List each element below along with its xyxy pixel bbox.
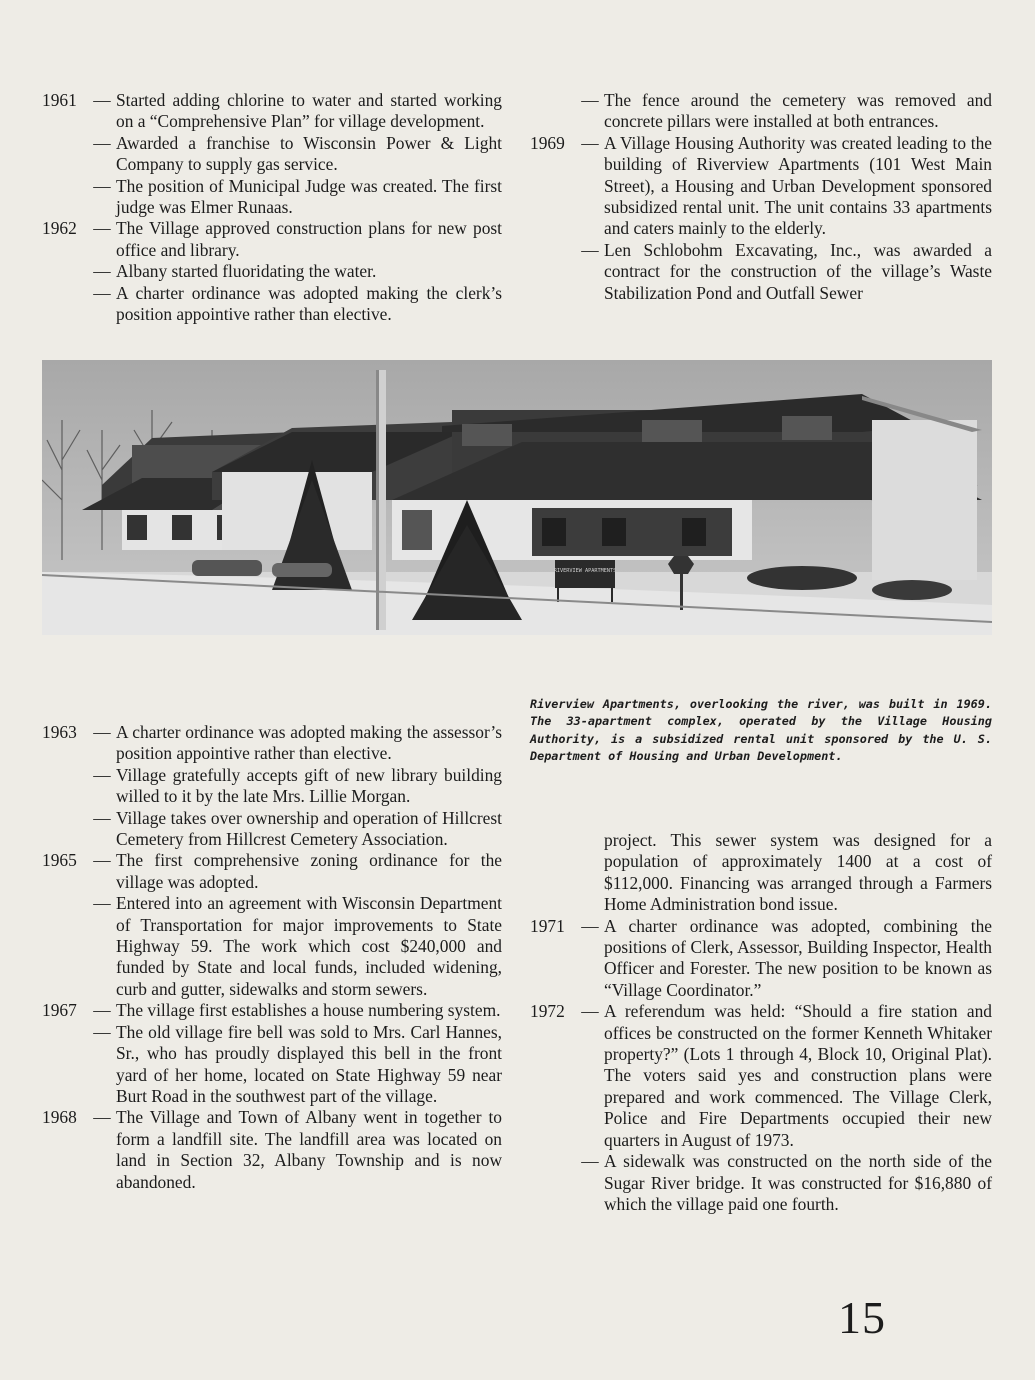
- entry-dash: —: [93, 282, 111, 303]
- entry-text: Entered into an agreement with Wisconsin Department of Transportation for major improvements to State Highway 59. The work which cost $240,000 and funded by State and local funds, included widening, curb and gutter, sidewalks and storm sewers.: [116, 893, 502, 999]
- entry-text: The Village and Town of Albany went in together to form a landfill site. The landfill area was located on land in Section 32, Albany Township and is now abandoned.: [116, 1107, 502, 1192]
- entry-text: A charter ordinance was adopted making the assessor’s position appointive rather than elective.: [116, 722, 502, 764]
- entry-year: [530, 1151, 576, 1215]
- entry-text: Awarded a franchise to Wisconsin Power & Light Company to supply gas service.: [116, 132, 502, 175]
- entry-year: [42, 261, 88, 282]
- entry-year: [42, 808, 88, 851]
- entry-dash: —: [581, 239, 599, 260]
- entry-dash: —: [93, 261, 111, 282]
- entry-year: [530, 90, 576, 133]
- entry-year: [42, 133, 88, 176]
- timeline-entry: [42, 133, 502, 176]
- photo-caption: Riverview Apartments, overlooking the river, was built in 1969. The 33-apartment complex, operated by the Village Housing Authority, is a subsidized rental unit sponsored by the U. S. Department of Housing and Urban Development.: [530, 697, 992, 763]
- riverview-apartments-photo: [42, 360, 992, 635]
- timeline-entries: [530, 916, 992, 1216]
- entry-text: Len Schlobohm Excavating, Inc., was awarded a contract for the construction of the village’s Waste Stabilization Pond and Outfall Sewer: [604, 239, 992, 303]
- entry-year: 1967: [42, 1000, 77, 1021]
- entry-text: A sidewalk was constructed on the north side of the Sugar River bridge. It was constructed for $16,880 of which the village paid one fourth.: [604, 1151, 992, 1214]
- entry-year: 1972: [530, 1001, 565, 1022]
- timeline-entry: [42, 283, 502, 326]
- entry-text: Village takes over ownership and operation of Hillcrest Cemetery from Hillcrest Cemetery Association.: [116, 807, 502, 850]
- timeline-entry: [42, 261, 502, 282]
- entry-text: The fence around the cemetery was removed and concrete pillars were installed at both entrances.: [604, 90, 992, 132]
- entry-dash: —: [581, 915, 599, 936]
- timeline-entry: [42, 893, 502, 1000]
- timeline-column-left-top: [42, 90, 502, 325]
- timeline-entry: [530, 90, 992, 133]
- timeline-entry: [42, 808, 502, 851]
- continued-paragraph: project. This sewer system was designed for a population of approximately 1400 at a cost of $112,000. Financing was arranged through a Farmers Home Administration bond issue.: [604, 830, 992, 915]
- timeline-entry: [42, 90, 502, 133]
- entry-text: The first comprehensive zoning ordinance for the village was adopted.: [116, 850, 502, 892]
- entry-dash: —: [93, 218, 111, 239]
- timeline-column-left-bottom: [42, 722, 502, 1193]
- entry-dash: —: [581, 132, 599, 153]
- entry-dash: —: [93, 893, 111, 914]
- entry-year: 1969: [530, 132, 565, 153]
- timeline-entry: [530, 916, 992, 1002]
- entry-year: 1961: [42, 90, 77, 110]
- entry-year: [42, 893, 88, 1000]
- entry-dash: —: [581, 1001, 599, 1022]
- entry-year: 1971: [530, 915, 565, 936]
- timeline-entry: [42, 1022, 502, 1108]
- entry-text: The village first establishes a house numbering system.: [116, 1000, 501, 1021]
- entry-year: [42, 176, 88, 219]
- entry-dash: —: [93, 90, 111, 110]
- entry-year: 1968: [42, 1107, 77, 1128]
- timeline-entry: [530, 240, 992, 304]
- entry-text: The old village fire bell was sold to Mrs. Carl Hannes, Sr., who has proudly displayed this bell in the front yard of her home, located on State Highway 59 near Burt Road in the southwest part of the village.: [116, 1021, 502, 1106]
- timeline-entry: [530, 1001, 992, 1151]
- entry-year: 1963: [42, 722, 77, 742]
- timeline-entry: [42, 765, 502, 808]
- timeline-entry: [42, 1107, 502, 1193]
- entry-text: A charter ordinance was adopted making the clerk’s position appointive rather than elective.: [116, 282, 502, 325]
- entry-dash: —: [581, 90, 599, 110]
- building-sign-text: RIVERVIEW APARTMENTS: [553, 568, 617, 574]
- entry-year: 1962: [42, 218, 77, 239]
- entry-dash: —: [93, 175, 111, 196]
- entry-text: The Village approved construction plans for new post office and library.: [116, 218, 502, 260]
- entry-text: A charter ordinance was adopted, combining the positions of Clerk, Assessor, Building Inspector, Health Officer and Forester. The new position to be known as “Village Coordinator.”: [604, 915, 992, 1000]
- timeline-entry: [42, 176, 502, 219]
- entry-text: A Village Housing Authority was created leading to the building of Riverview Apartments (101 West Main Street), a Housing and Urban Development sponsored subsidized rental unit. The unit contains 33 apartments and caters mainly to the elderly.: [604, 132, 992, 239]
- timeline-entry: [42, 850, 502, 893]
- entry-text: A referendum was held: “Should a fire station and offices be constructed on the former Kenneth Whitaker property?” (Lots 1 through 4, Block 10, Original Plat). The voters said yes and construction plans were prepared and work commenced. The Village Clerk, Police and Fire Departments occupied their new quarters in August of 1973.: [604, 1001, 992, 1150]
- entry-text: Albany started fluoridating the water.: [116, 261, 377, 282]
- entry-dash: —: [93, 722, 111, 742]
- entry-year: [42, 765, 88, 808]
- apartment-building-illustration: [42, 360, 992, 635]
- entry-year: [42, 1022, 88, 1108]
- timeline-entry: [42, 1000, 502, 1021]
- entry-year: [530, 240, 576, 304]
- timeline-entry: [42, 722, 502, 765]
- page-number: 15: [838, 1292, 886, 1343]
- entry-dash: —: [581, 1151, 599, 1172]
- entry-year: 1965: [42, 850, 77, 871]
- entry-text: The position of Municipal Judge was created. The first judge was Elmer Runaas.: [116, 175, 502, 218]
- entry-text: Village gratefully accepts gift of new library building willed to it by the late Mrs. Lillie Morgan.: [116, 764, 502, 807]
- entry-dash: —: [93, 1000, 111, 1021]
- timeline-entry: [530, 133, 992, 240]
- entry-text: Started adding chlorine to water and started working on a “Comprehensive Plan” for village development.: [116, 90, 502, 132]
- entry-dash: —: [93, 1107, 111, 1128]
- timeline-entry: [530, 1151, 992, 1215]
- entry-year: [42, 283, 88, 326]
- timeline-column-right-top: [530, 90, 992, 304]
- timeline-entry: [42, 218, 502, 261]
- entry-dash: —: [93, 764, 111, 785]
- entry-dash: —: [93, 850, 111, 871]
- entry-dash: —: [93, 132, 111, 153]
- entry-dash: —: [93, 1021, 111, 1042]
- timeline-column-right-bottom: [530, 830, 992, 1215]
- entry-dash: —: [93, 807, 111, 828]
